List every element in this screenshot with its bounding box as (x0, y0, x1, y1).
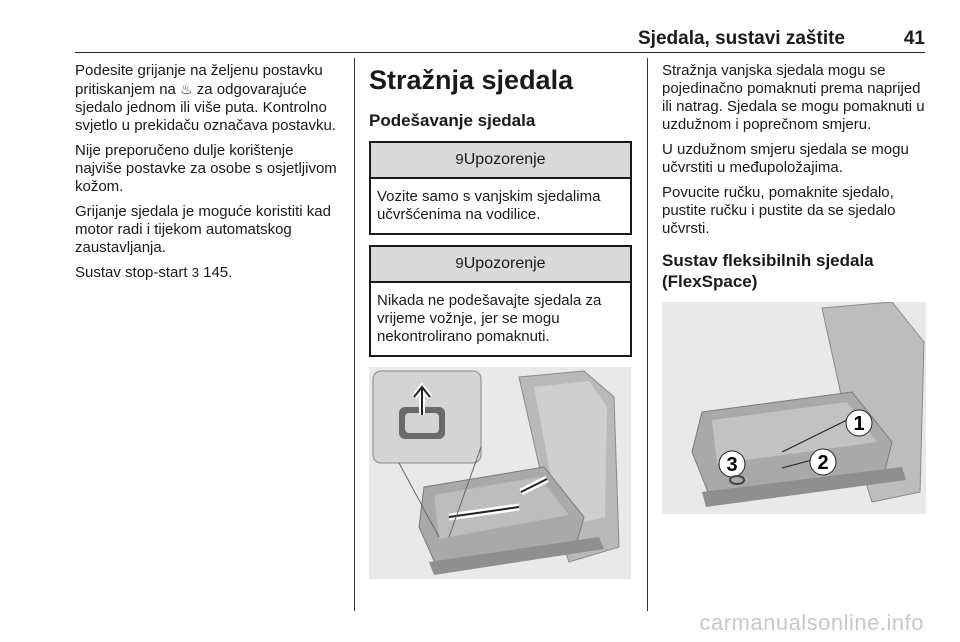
section-title: Sjedala, sustavi zaštite (638, 28, 845, 49)
warning-icon: 9 (455, 151, 464, 168)
warning-text: Vozite samo s vanjskim sjedalima učvršćenima na vodilice. (377, 188, 601, 223)
section-heading: Stražnja sjedala (369, 65, 574, 95)
warning-box-1 (369, 141, 632, 235)
warning-title: Upozorenje (463, 151, 546, 168)
column-1 (75, 62, 343, 289)
seat-adjustment-svg (369, 367, 631, 579)
text: Sustav stop-start (75, 264, 192, 281)
paragraph-heating (75, 62, 343, 135)
warning-text: Nikada ne podešavajte sjedala za vrijeme vožnje, jer se mogu nekontrolirano pomaknuti. (377, 292, 602, 345)
paragraph-rear-seats: Stražnja vanjska sjedala mogu se pojedinačno pomaknuti prema naprijed ili natrag. Sjedala se mogu pomaknuti u uzdužnom i poprečnom smjeru. (662, 62, 925, 133)
warning-box-2 (369, 245, 632, 357)
page-reference-icon: 3 (191, 265, 199, 280)
callout-1: 1 (853, 413, 865, 435)
watermark: carmanualsonline.info (699, 610, 924, 635)
paragraph-handle: Povucite ručku, pomaknite sjedalo, pustite ručku i pustite da se sjedalo učvrsti. (662, 184, 896, 237)
page-header (75, 28, 925, 52)
text: 145. (198, 264, 233, 281)
column-divider-2 (647, 58, 648, 611)
warning-title: Upozorenje (463, 255, 546, 272)
flexspace-illustration (662, 302, 926, 514)
page-number: 41 (903, 28, 925, 49)
callout-2: 2 (817, 452, 829, 474)
warning-header (371, 247, 630, 283)
warning-header (371, 143, 630, 179)
seat-adjustment-illustration (369, 367, 632, 579)
column-2 (369, 62, 632, 579)
subsection-heading: Podešavanje sjedala (369, 111, 536, 130)
paragraph-autostop: Grijanje sjedala je moguće koristiti kad motor radi i tijekom automatskog zaustavljanja. (75, 203, 331, 256)
warning-icon: 9 (455, 255, 464, 272)
flexspace-svg (662, 302, 926, 514)
paragraph-stop-start (75, 264, 343, 282)
seat-heating-icon: ♨ (180, 81, 193, 97)
text: za odgovarajuće sjedalo jednom ili više puta. Kontrolno svjetlo u prekidaču označava postavku. (75, 81, 336, 134)
flexspace-heading: Sustav fleksibilnih sjedala (FlexSpace) (662, 251, 874, 291)
text: Podesite grijanje na željenu postavku pritiskanjem na (75, 62, 323, 98)
paragraph-skin: Nije preporučeno dulje korištenje najviše postavke za osobe s osjetljivom kožom. (75, 142, 337, 195)
callout-3: 3 (726, 454, 738, 476)
column-3 (662, 62, 926, 514)
paragraph-longitudinal: U uzdužnom smjeru sjedala se mogu učvrstiti u međupoložajima. (662, 141, 909, 176)
header-rule (75, 52, 925, 53)
column-divider-1 (354, 58, 355, 611)
